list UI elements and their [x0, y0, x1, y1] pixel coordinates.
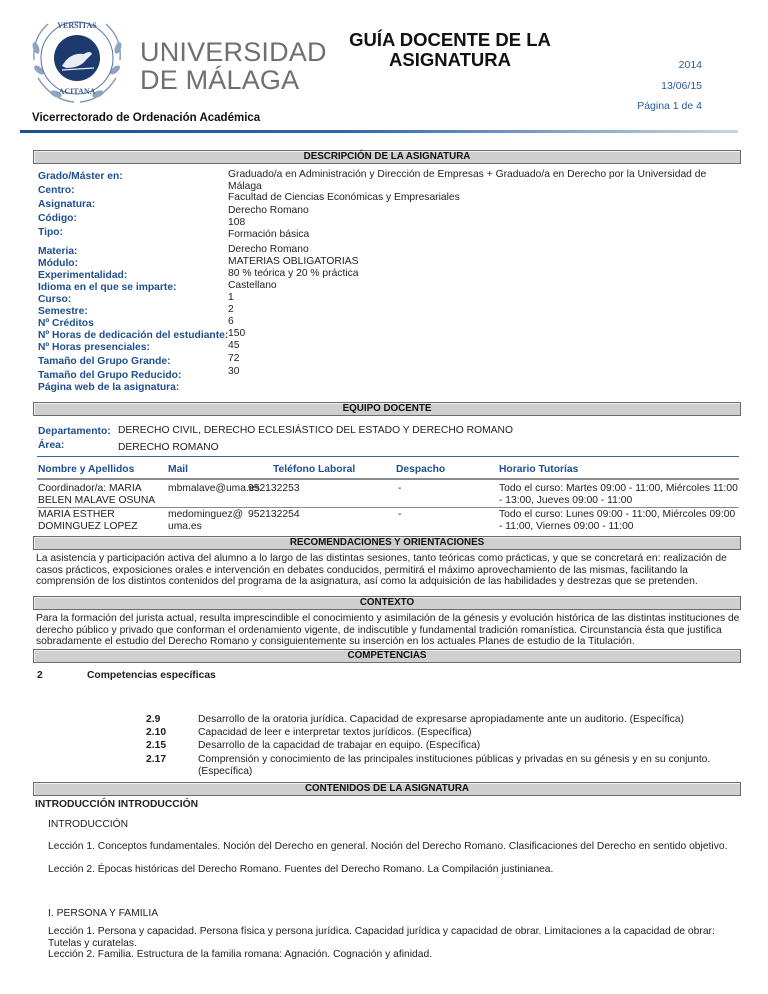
section-recomendaciones-title: RECOMENDACIONES Y ORIENTACIONES	[33, 536, 741, 550]
value-creditos: 6	[228, 316, 234, 327]
label-idioma: Idioma en el que se imparte:	[38, 282, 177, 293]
col-nombre: Nombre y Apellidos	[38, 464, 135, 475]
label-horas-dedicacion: Nº Horas de dedicación del estudiante:	[38, 330, 229, 341]
label-semestre: Semestre:	[38, 306, 88, 317]
svg-text:VERSITAS: VERSITAS	[57, 21, 97, 30]
competencias-group-title: Competencias específicas	[87, 670, 216, 681]
page-number: Página 1 de 4	[637, 100, 702, 112]
label-creditos: Nº Créditos	[38, 318, 94, 329]
year-label: 2014	[678, 59, 702, 71]
label-codigo: Código:	[38, 213, 77, 224]
table-header-rule	[37, 478, 739, 480]
label-asignatura: Asignatura:	[38, 199, 96, 210]
teacher-hours: Todo el curso: Lunes 09:00 - 11:00, Miércoles 09:00 - 11:00, Viernes 09:00 - 11:00	[499, 509, 736, 532]
university-name-line1: UNIVERSIDAD	[140, 37, 327, 67]
lesson-item: Lección 1. Conceptos fundamentales. Noción del Derecho en general. Noción del Derecho Romano. Clasificaciones del Derecho en sentido objetivo.	[48, 841, 728, 852]
col-horario: Horario Tutorías	[499, 464, 579, 475]
teacher-mail[interactable]: mbmalave@uma.es	[168, 483, 260, 494]
lesson-item: Lección 1. Persona y capacidad. Persona física y persona jurídica. Capacidad jurídica y capacidad de obrar. Limitaciones a la capacidad de obrar: Tutelas y curatelas.	[48, 926, 715, 949]
competencia-text: Desarrollo de la capacidad de trabajar en equipo. (Específica)	[198, 740, 481, 751]
university-name-line2: DE MÁLAGA	[140, 65, 300, 95]
competencia-text: Capacidad de leer e interpretar textos jurídicos. (Específica)	[198, 727, 472, 738]
lesson-item: Lección 2. Familia. Estructura de la familia romana: Agnación. Cognación y afinidad.	[48, 949, 433, 960]
competencia-code: 2.15	[146, 740, 167, 751]
value-modulo: MATERIAS OBLIGATORIAS	[228, 256, 359, 267]
competencia-text: Comprensión y conocimiento de las principales instituciones públicas y privadas en su génesis y en su conjunto. (Específica)	[198, 754, 711, 777]
contexto-text: Para la formación del jurista actual, resulta imprescindible el conocimiento y asimilación de la génesis y evolución histórica de las distintas instituciones de derecho público y privado que conforman el ordenamiento vigente, de indiscutible y fundamental tradición romanística. Circunstancia ésta que justifica sobradamente el estudio del Derecho Romano y consiguientemente su inserción en los actuales Planes de estudio de la Titulación.	[36, 613, 740, 648]
label-modulo: Módulo:	[38, 258, 79, 269]
row-divider	[37, 507, 739, 508]
label-pagina-web: Página web de la asignatura:	[38, 382, 180, 393]
teacher-office: -	[398, 509, 402, 520]
value-grupo-grande: 72	[228, 353, 240, 364]
col-telefono: Teléfono Laboral	[273, 464, 356, 475]
header-divider	[20, 130, 738, 133]
competencia-code: 2.9	[146, 714, 161, 725]
teacher-name: MARIA ESTHER DOMINGUEZ LOPEZ	[38, 509, 138, 532]
value-materia: Derecho Romano	[228, 244, 309, 255]
contenidos-section-heading: I. PERSONA Y FAMILIA	[48, 908, 159, 919]
departamento-label: Departamento:	[38, 426, 111, 437]
label-horas-presenciales: Nº Horas presenciales:	[38, 342, 150, 353]
section-competencias-title: COMPETENCIAS	[33, 649, 741, 663]
label-grupo-grande: Tamaño del Grupo Grande:	[38, 356, 171, 367]
teacher-phone: 952132254	[248, 509, 300, 520]
section-contexto-title: CONTEXTO	[33, 596, 741, 610]
label-centro: Centro:	[38, 185, 75, 196]
label-grupo-reducido: Tamaño del Grupo Reducido:	[38, 370, 182, 381]
area-label: Área:	[38, 440, 65, 451]
university-seal-icon	[22, 8, 132, 108]
value-horas-dedicacion: 150	[228, 328, 246, 339]
lesson-item: Lección 2. Épocas históricas del Derecho Romano. Fuentes del Derecho Romano. La Compilación justinianea.	[48, 864, 554, 875]
vicerrectorado-label: Vicerrectorado de Ordenación Académica	[32, 112, 261, 124]
value-semestre: 2	[228, 304, 234, 315]
col-despacho: Despacho	[396, 464, 446, 475]
section-equipo-title: EQUIPO DOCENTE	[33, 402, 741, 416]
section-descripcion-title: DESCRIPCIÓN DE LA ASIGNATURA	[33, 150, 741, 164]
svg-text:ACITANA: ACITANA	[58, 87, 96, 96]
label-tipo: Tipo:	[38, 227, 63, 238]
area-value: DERECHO ROMANO	[118, 442, 219, 453]
departamento-value: DERECHO CIVIL, DERECHO ECLESIÁSTICO DEL ESTADO Y DERECHO ROMANO	[118, 425, 513, 436]
document-title-line2: ASIGNATURA	[389, 49, 511, 70]
teacher-mail[interactable]: medominguez@uma.es	[168, 509, 244, 532]
value-curso: 1	[228, 292, 234, 303]
competencias-group-number: 2	[37, 670, 43, 681]
value-asignatura: Derecho Romano	[228, 205, 309, 216]
contenidos-block-title: INTRODUCCIÓN INTRODUCCIÓN	[35, 799, 199, 810]
value-codigo: 108	[228, 217, 246, 228]
recomendaciones-text: La asistencia y participación activa del alumno a lo largo de las distintas sesiones, tanto teóricas como prácticas, y que se concretará en: realización de casos prácticos, exposiciones orales e intervención en debates conducidos, permitirá el máximo aprovechamiento de las mismas, facilitando la comprensión de los distintos contenidos del programa de la asignatura, así como la adquisición de las habilidades y destrezas que se pretenden.	[36, 553, 727, 588]
contenidos-section-heading: INTRODUCCIÓN	[48, 819, 129, 830]
university-name	[140, 38, 327, 94]
date-label: 13/06/15	[661, 80, 702, 92]
label-grado: Grado/Máster en:	[38, 171, 123, 182]
value-tipo: Formación básica	[228, 229, 310, 240]
label-materia: Materia:	[38, 246, 78, 257]
col-mail: Mail	[168, 464, 189, 475]
competencia-code: 2.17	[146, 754, 167, 765]
section-contenidos-title: CONTENIDOS DE LA ASIGNATURA	[33, 782, 741, 796]
teacher-phone: 952132253	[248, 483, 300, 494]
value-grado: Graduado/a en Administración y Dirección de Empresas + Graduado/a en Derecho por la Universidad de Málaga	[228, 169, 707, 192]
value-experimentalidad: 80 % teórica y 20 % práctica	[228, 268, 359, 279]
competencia-code: 2.10	[146, 727, 167, 738]
document-title-line1: GUÍA DOCENTE DE LA	[349, 29, 551, 50]
value-idioma: Castellano	[228, 280, 277, 291]
value-grupo-reducido: 30	[228, 366, 240, 377]
teacher-name: Coordinador/a: MARIA BELEN MALAVE OSUNA	[38, 483, 156, 506]
teacher-office: -	[398, 483, 402, 494]
competencia-text: Desarrollo de la oratoria jurídica. Capacidad de expresarse apropiadamente ante un auditorio. (Específica)	[198, 714, 684, 725]
value-horas-presenciales: 45	[228, 340, 240, 351]
label-curso: Curso:	[38, 294, 72, 305]
teacher-hours: Todo el curso: Martes 09:00 - 11:00, Miércoles 11:00 - 13:00, Jueves 09:00 - 11:00	[499, 483, 738, 506]
label-experimentalidad: Experimentalidad:	[38, 270, 128, 281]
table-top-rule	[37, 456, 739, 457]
value-centro: Facultad de Ciencias Económicas y Empresariales	[228, 192, 460, 203]
document-title	[330, 30, 570, 70]
